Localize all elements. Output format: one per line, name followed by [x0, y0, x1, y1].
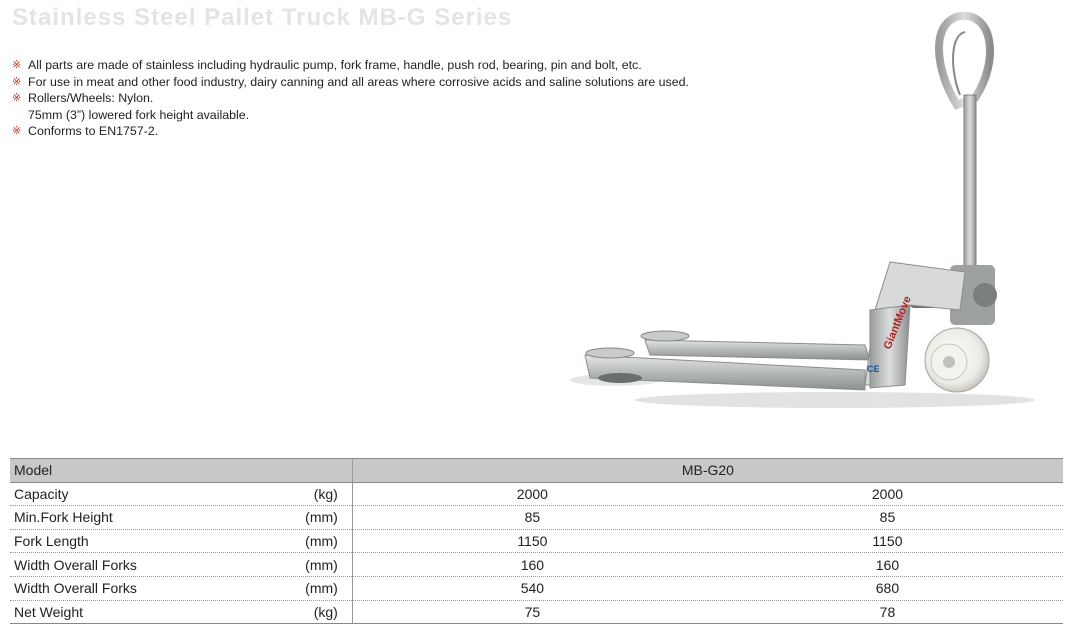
- row-value: 2000: [708, 482, 1063, 506]
- row-value: 78: [708, 600, 1063, 624]
- reference-mark-icon: ※: [12, 125, 22, 137]
- row-unit: (kg): [313, 603, 338, 620]
- feature-text: All parts are made of stainless including hydraulic pump, fork frame, handle, push rod, bearing, pin and bolt, etc.: [28, 58, 642, 72]
- reference-mark-icon: ※: [12, 75, 22, 88]
- table-row: [10, 529, 1063, 553]
- pallet-truck-image: [565, 10, 1035, 415]
- row-unit: (mm): [305, 580, 338, 597]
- row-value: 540: [352, 576, 708, 600]
- table-row: [10, 553, 1063, 577]
- feature-text: Conforms to EN1757-2.: [28, 124, 159, 138]
- row-unit: (mm): [305, 533, 338, 550]
- table-row: [10, 576, 1063, 600]
- row-value: 75: [352, 600, 708, 624]
- model-header: Model: [10, 459, 352, 483]
- table-row: [10, 600, 1063, 624]
- faded-page-title: Stainless Steel Pallet Truck MB-G Series: [12, 4, 513, 31]
- reference-mark-icon: [12, 107, 28, 124]
- row-label: Fork Length: [14, 533, 89, 550]
- row-label: Min.Fork Height: [14, 509, 113, 526]
- table-row: [10, 482, 1063, 506]
- table-header-row: [10, 459, 1063, 483]
- feature-text: Rollers/Wheels: Nylon.: [28, 91, 154, 105]
- reference-mark-icon: ※: [12, 59, 22, 71]
- row-label: Width Overall Forks: [14, 580, 137, 597]
- feature-text: For use in meat and other food industry, dairy canning and all areas where corrosive acids and saline solutions are used.: [28, 74, 689, 89]
- row-unit: (kg): [313, 485, 338, 502]
- row-value: 680: [708, 576, 1063, 600]
- row-unit: (mm): [305, 509, 338, 526]
- row-value: 85: [708, 506, 1063, 530]
- feature-text: 75mm (3”) lowered fork height available.: [28, 107, 250, 122]
- brand-logo: GiantMove: [881, 294, 914, 352]
- spec-table: [10, 458, 1063, 624]
- row-unit: (mm): [305, 556, 338, 573]
- row-value: 85: [352, 506, 708, 530]
- ce-mark: CE: [867, 364, 880, 374]
- row-value: 160: [708, 553, 1063, 577]
- row-value: 1150: [708, 529, 1063, 553]
- row-label: Capacity: [14, 485, 69, 502]
- row-label: Net Weight: [14, 603, 83, 620]
- row-value: 2000: [352, 482, 708, 506]
- row-value: 1150: [352, 529, 708, 553]
- model-name: MB-G20: [352, 459, 1063, 483]
- table-row: [10, 506, 1063, 530]
- reference-mark-icon: ※: [12, 92, 22, 104]
- row-label: Width Overall Forks: [14, 556, 137, 573]
- row-value: 160: [352, 553, 708, 577]
